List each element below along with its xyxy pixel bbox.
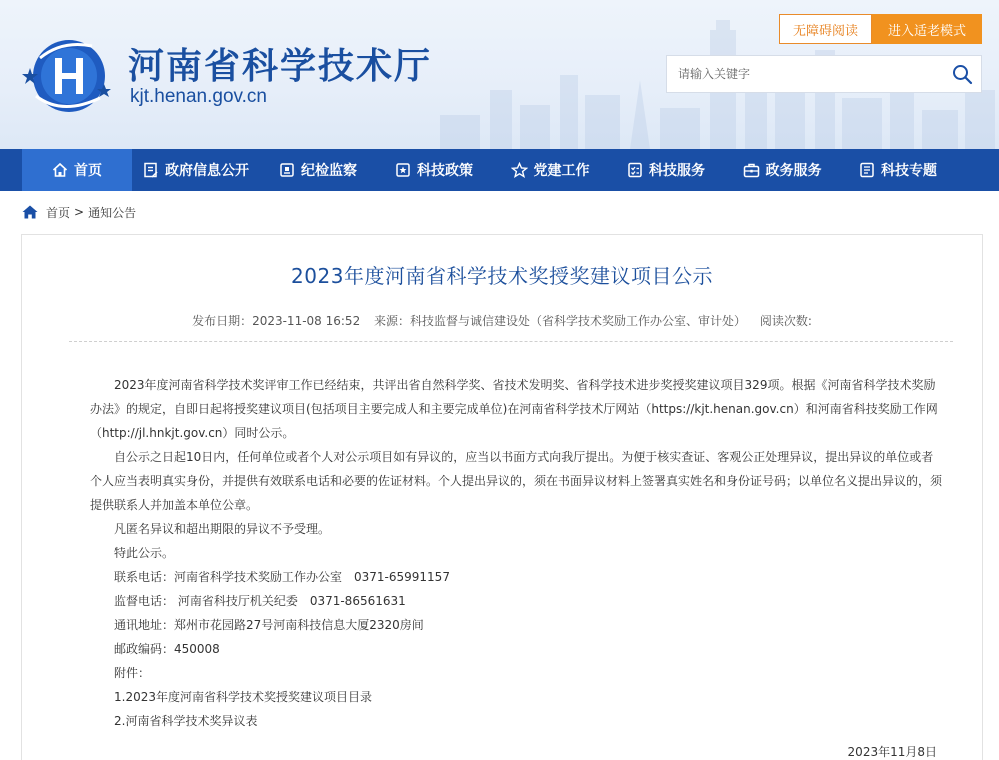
search-icon[interactable] xyxy=(951,63,973,85)
site-logo-emblem xyxy=(22,36,112,114)
site-title: 河南省科学技术厅 xyxy=(128,46,433,87)
home-icon[interactable] xyxy=(22,205,38,219)
article-date: 2023年11月8日 xyxy=(847,745,937,759)
supervision-phone: 监督电话： 河南省科技厅机关纪委 0371-86561631 xyxy=(114,594,406,608)
attachment-link[interactable]: 1.2023年度河南省科学技术奖授奖建议项目目录 xyxy=(114,690,372,704)
article-source: 来源：科技监督与诚信建设处（省科学技术奖励工作办公室、审计处） xyxy=(374,314,747,328)
article-panel xyxy=(21,234,983,760)
accessible-reading-button[interactable]: 无障碍阅读 xyxy=(779,14,872,44)
topic-icon xyxy=(859,162,875,178)
nav-item-gov-services[interactable] xyxy=(724,149,840,191)
body-paragraph: 凡匿名异议和超出期限的异议不予受理。 xyxy=(114,522,331,536)
mailing-address: 通讯地址：郑州市花园路27号河南科技信息大厦2320房间 xyxy=(114,618,424,632)
body-paragraph: 2023年度河南省科学技术奖评审工作已经结束，共评出省自然科学奖、省技术发明奖、省科学技术进步奖授奖建议项目329项。根据《河南省科学技术奖励办法》的规定，自即日起将授奖建议项目(包括项目主要完成人和主要完成单位)在河南省科学技术厅网站（https://kjt.henan.gov.cn）和河南省科技奖励工作网（http://jl.hnkjt.gov.cn）同时公示。 xyxy=(90,378,938,440)
nav-item-home[interactable] xyxy=(22,149,132,191)
meta-divider xyxy=(69,341,953,342)
nav-item-label: 政务服务 xyxy=(765,163,822,179)
view-count: 阅读次数: xyxy=(759,314,812,328)
inspect-icon xyxy=(279,162,295,178)
breadcrumb xyxy=(22,204,136,220)
postal-code: 邮政编码：450008 xyxy=(114,642,220,656)
publish-date: 发布日期：2023-11-08 16:52 xyxy=(192,314,361,328)
nav-item-label: 政府信息公开 xyxy=(165,163,249,179)
nav-item-label: 党建工作 xyxy=(533,163,590,179)
nav-item-label: 纪检监察 xyxy=(301,163,357,179)
briefcase-icon xyxy=(743,162,760,178)
search-box xyxy=(666,55,982,93)
policy-icon xyxy=(395,162,411,178)
nav-item-label: 科技服务 xyxy=(649,163,705,179)
checklist-icon xyxy=(627,162,643,178)
star-icon xyxy=(511,162,528,178)
attachment-link[interactable]: 2.河南省科学技术奖异议表 xyxy=(114,714,258,728)
attachments-label: 附件： xyxy=(114,666,151,680)
site-domain: kjt.henan.gov.cn xyxy=(130,86,267,107)
nav-item-label: 科技专题 xyxy=(881,163,937,179)
breadcrumb-current-link[interactable]: 通知公告 xyxy=(88,205,137,220)
nav-item-policy[interactable] xyxy=(376,149,492,191)
nav-item-discipline[interactable] xyxy=(260,149,376,191)
breadcrumb-home-link[interactable]: 首页 xyxy=(46,205,71,220)
contact-phone: 联系电话：河南省科学技术奖励工作办公室 0371-65991157 xyxy=(114,570,450,584)
nav-item-party[interactable] xyxy=(492,149,608,191)
article-body xyxy=(90,373,942,760)
nav-item-label: 科技政策 xyxy=(417,163,473,179)
nav-item-topics[interactable] xyxy=(840,149,956,191)
search-input[interactable] xyxy=(667,56,937,92)
breadcrumb-separator: > xyxy=(74,205,85,219)
body-paragraph: 自公示之日起10日内，任何单位或者个人对公示项目如有异议的，应当以书面方式向我厅提出。为便于核实查证、客观公正处理异议，提出异议的单位或者个人应当表明真实身份，并提供有效联系电话和必要的佐证材料。个人提出异议的，须在书面异议材料上签署真实姓名和身份证号码；以单位名义提出异议的，须提供联系人并加盖本单位公章。 xyxy=(90,450,943,512)
document-icon xyxy=(143,162,159,178)
elder-mode-button[interactable]: 进入适老模式 xyxy=(872,14,982,44)
site-header xyxy=(0,0,999,149)
nav-item-label: 首页 xyxy=(74,163,102,179)
article-meta xyxy=(22,312,982,329)
nav-item-services[interactable] xyxy=(608,149,724,191)
home-icon xyxy=(52,162,68,178)
nav-item-gov-info[interactable] xyxy=(132,149,260,191)
article-title: 2023年度河南省科学技术奖授奖建议项目公示 xyxy=(291,264,713,288)
main-nav xyxy=(0,149,999,191)
body-paragraph: 特此公示。 xyxy=(114,546,175,560)
